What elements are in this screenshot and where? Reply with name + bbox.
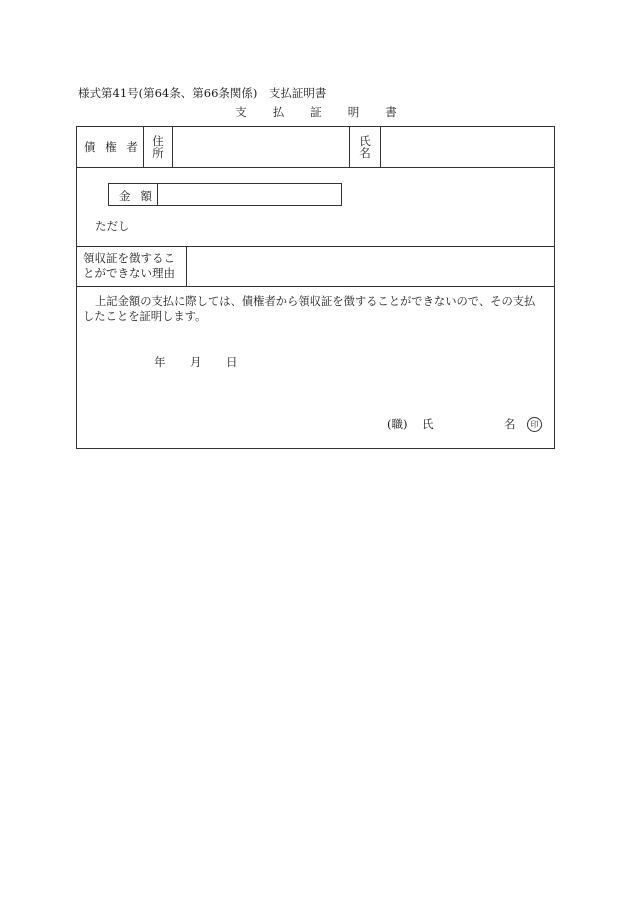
amount-label: 金額 (119, 189, 162, 203)
proviso-label: ただし (95, 219, 130, 233)
divider (380, 127, 381, 167)
seal-mark-icon: 印 (527, 417, 542, 432)
payment-certificate-form (76, 126, 555, 449)
day-label: 日 (226, 355, 238, 369)
amount-box (108, 183, 342, 206)
divider (157, 184, 158, 205)
certification-text: 上記金額の支払に際しては、債権者から領収証を徴することができないので、その支払 したことを証明します。 (83, 295, 536, 323)
position-label: (職) (387, 417, 408, 431)
signer-name-label-2: 名 (504, 417, 516, 431)
reason-label: 領収証を徴するこ とができない理由 (83, 251, 175, 280)
divider (349, 127, 350, 167)
row-divider (77, 167, 554, 168)
divider (186, 246, 187, 286)
creditor-name-label: 氏 名 (359, 134, 371, 160)
form-number: 様式第41号(第64条、第66条関係) 支払証明書 (78, 86, 327, 100)
divider (172, 127, 173, 167)
row-divider (77, 246, 554, 247)
document-title: 支払証明書 (235, 105, 423, 119)
signer-name-label-1: 氏 (422, 417, 434, 431)
address-label: 住 所 (152, 134, 164, 160)
year-label: 年 (154, 355, 166, 369)
month-label: 月 (190, 355, 202, 369)
divider (143, 127, 144, 167)
row-divider (77, 286, 554, 287)
creditor-label: 債 権 者 (84, 140, 141, 154)
